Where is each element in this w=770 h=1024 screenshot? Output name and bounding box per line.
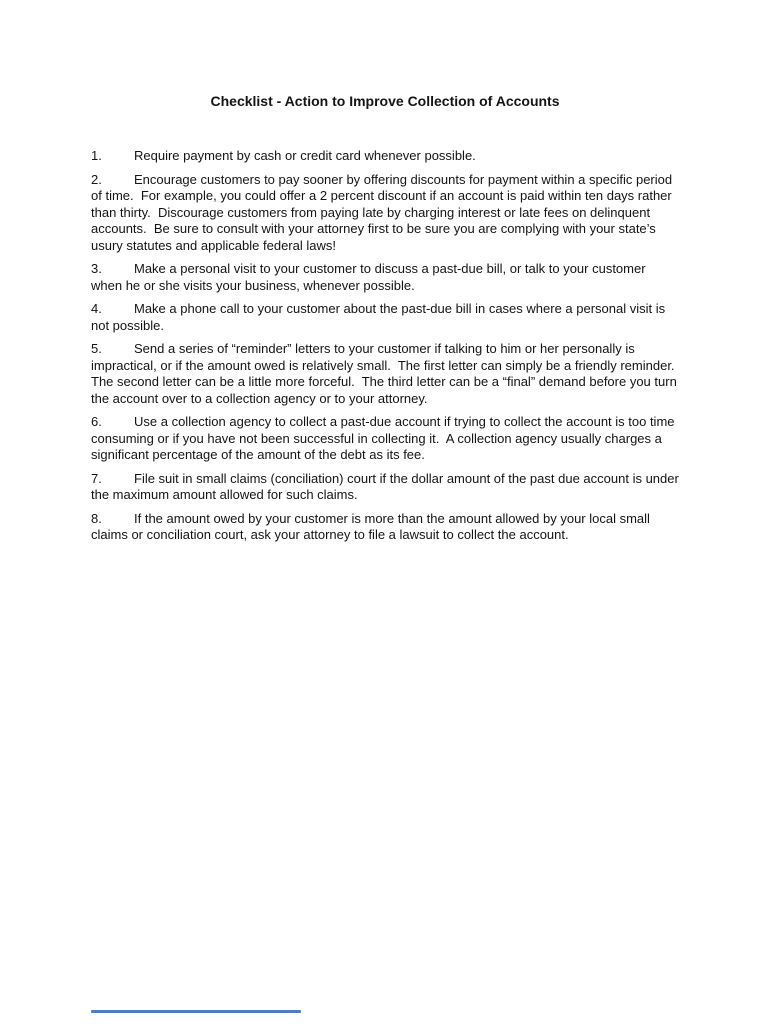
checklist-item [91,148,679,165]
item-text: Make a personal visit to your customer to discuss a past-due bill, or talk to your customer when he or she visits your business, whenever possible. [91,261,650,293]
item-text: Use a collection agency to collect a past-due account if trying to collect the account is too time consuming or if you have not been successful in collecting it. A collection agency usually charges a significant percentage of the amount of the debt as its fee. [91,414,679,462]
item-text: Make a phone call to your customer about the past-due bill in cases where a personal visit is not possible. [91,301,669,333]
item-text: Require payment by cash or credit card whenever possible. [134,148,476,163]
item-text: If the amount owed by your customer is more than the amount allowed by your local small claims or conciliation court, ask your attorney to file a lawsuit to collect the account. [91,510,654,542]
checklist-item [91,261,679,294]
checklist-item [91,341,682,407]
footer-accent-bar [91,1010,301,1013]
item-text: Encourage customers to pay sooner by offering discounts for payment within a specific period of time. For example, you could offer a 2 percent discount if an account is paid within ten days rather than thirty. Discourage customers from paying late by charging interest or late fees on delinquent accounts. Be sure to consult with your attorney first to be sure you are complying with your state’s usury statutes and applicable federal laws! [91,171,676,253]
document-title: Checklist - Action to Improve Collection of Accounts [210,93,560,109]
item-number: 2. [91,171,102,187]
item-number: 8. [91,510,102,526]
checklist-item [91,172,679,255]
item-number: 6. [91,414,102,429]
item-number: 5. [91,341,102,356]
item-number: 3. [91,261,102,276]
item-text: Send a series of “reminder” letters to your customer if talking to him or her personally is impractical, or if the amount owed is relatively small. The first letter can simply be a friendly reminder. The second letter can be a little more forceful. The third letter can be a “final” demand before you turn the account over to a collection agency or to your attorney. [91,341,682,406]
item-number: 7. [91,470,102,486]
checklist-item [91,511,679,544]
item-number: 4. [91,301,102,316]
checklist-item [91,470,683,504]
item-number: 1. [91,148,102,163]
checklist-item [91,301,679,334]
checklist-item [91,414,679,464]
item-text: File suit in small claims (conciliation) court if the dollar amount of the past due account is under the maximum amount allowed for such claims. [91,470,683,502]
